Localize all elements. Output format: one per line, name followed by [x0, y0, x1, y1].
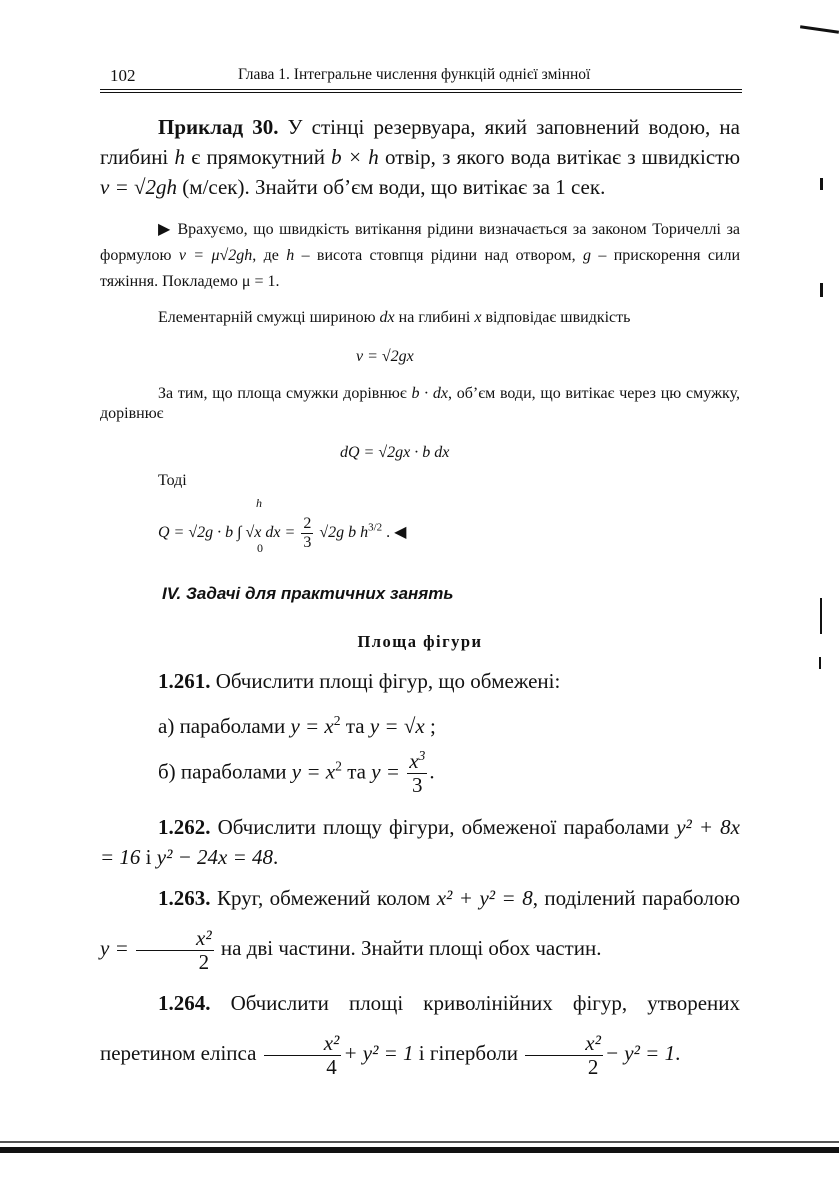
problem-1-261: 1.261. Обчислити площі фігур, що обмежені:	[158, 669, 561, 693]
scan-mark-4	[819, 657, 821, 669]
problem-1-263: 1.263. Круг, обмежений колом x² + y² = 8, поділений параболою y = $\frac{\text{x²}}{2}$ на дві частини. Знайти площі обох частин.	[100, 886, 741, 974]
solution-paragraph-3: За тим, що площа смужки дорівнює b · dx, об’єм води, що витікає через цю смужку, дорівнює	[100, 385, 740, 422]
header-rule-2	[100, 92, 742, 93]
problem-1-264: 1.264. Обчислити площі криволінійних фігур, утворених перетином еліпса $\frac{\text{x²}}{4}$ + y² = 1 і гіперболи $\frac{\text{x²}}{2}$ − y² = 1.	[100, 991, 740, 1079]
example-statement: Приклад 30. У стінці резервуара, який заповнений водою, на глибині h є прямокутний b × h отвір, з якого вода витікає з швидкістю v = √2gh (м/сек). Знайти об’єм води, що витікає за 1 сек.	[100, 115, 741, 199]
section-subtitle: Площа фігури	[357, 632, 483, 651]
formula-v: v = √2gh	[100, 175, 178, 199]
formula-v-x: v = √2gx	[356, 348, 414, 365]
example-label: Приклад 30.	[158, 115, 279, 139]
solution-paragraph-1: ▶ Врахуємо, що швидкість витікання рідини визначається за законом Торичеллі за формулою v = μ√2gh, де h – висота стовпця рідини над отвором, g – прискорення сили тяжіння. Покладемо μ = 1.	[100, 221, 741, 290]
scan-bar-thin	[0, 1141, 839, 1143]
problem-1-261-b: б) параболами $y = x^2$ та y = $\frac{x^3}{3}$ .	[158, 748, 435, 798]
scan-bar-bottom	[0, 1147, 839, 1153]
chapter-title: Глава 1. Інтегральне числення функцій однієї змінної	[238, 66, 591, 83]
scan-mark-top-right	[800, 25, 839, 33]
scan-mark-3	[820, 598, 822, 634]
scan-mark-2	[820, 283, 823, 297]
formula-dq: dQ = √2gx · b dx	[340, 444, 450, 461]
integral-upper-limit: h	[256, 496, 262, 510]
formula-q: Q = √2g · b ∫ √x dx = $\frac{2}{3}$ √2g b $h^{3/2}$ . ◀	[158, 515, 407, 551]
then-word: Тоді	[158, 472, 187, 489]
formula-torricelli: v = μ√2gh	[178, 247, 253, 264]
section-title: IV. Задачі для практичних занять	[162, 584, 454, 603]
header-rule	[100, 89, 742, 90]
integral-lower-limit: 0	[257, 541, 263, 555]
scan-mark-1	[820, 178, 823, 190]
solution-paragraph-2: Елементарній смужці шириною dx на глибині x відповідає швидкість	[158, 309, 631, 326]
problem-1-262: 1.262. Обчислити площу фігури, обмеженої параболами y² + 8x = 16 і y² − 24x = 48.	[100, 815, 740, 869]
page-number: 102	[110, 66, 136, 85]
problem-1-261-a: а) параболами $y = x^2$ та y = √x ;	[158, 713, 436, 738]
